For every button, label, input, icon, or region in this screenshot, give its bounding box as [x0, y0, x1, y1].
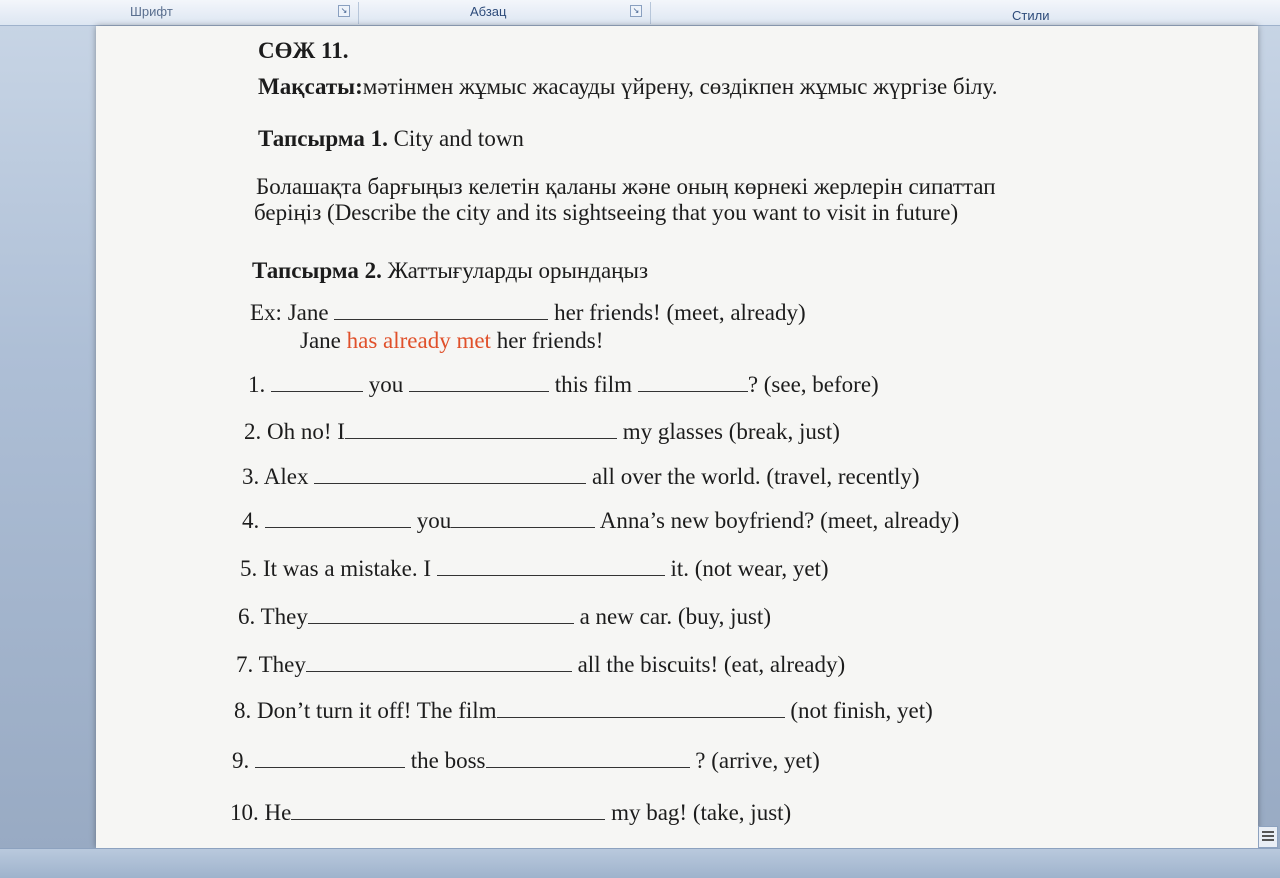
answer-blank [497, 698, 785, 718]
task1-line1: Болашақта барғыңыз келетін қаланы және оның көрнекі жерлерін сипаттап [256, 174, 996, 199]
item-text: it. (not wear, yet) [670, 556, 829, 581]
task2-heading [252, 258, 648, 284]
item-text: you [416, 508, 452, 533]
item-number: 2. Oh no! I [244, 419, 345, 444]
exercise-item-4 [242, 508, 959, 534]
answer-blank [451, 508, 595, 528]
item-text: all over the world. (travel, recently) [591, 464, 920, 489]
answer-blank [255, 748, 405, 768]
answer-blank [486, 748, 690, 768]
exercise-item-3 [242, 464, 920, 490]
item-text: my glasses (break, just) [622, 419, 840, 444]
answer-blank [271, 372, 363, 392]
answer-blank [314, 464, 586, 484]
example-line [250, 300, 806, 326]
example-suffix: her friends! (meet, already) [554, 300, 806, 325]
answer-blank [409, 372, 549, 392]
item-number: 9. [232, 748, 250, 773]
exercise-item-9 [232, 748, 820, 774]
document-page[interactable] [96, 26, 1258, 848]
styles-group-label: Стили [1012, 8, 1050, 23]
item-text: all the biscuits! (eat, already) [577, 652, 846, 677]
view-options-icon[interactable] [1258, 826, 1278, 848]
item-text: ? (see, before) [747, 372, 879, 397]
item-text: ? (arrive, yet) [695, 748, 820, 773]
item-number: 5. It was a mistake. I [240, 556, 431, 581]
item-text: (not finish, yet) [790, 698, 933, 723]
exercise-item-8 [234, 698, 933, 724]
aim-text: мәтінмен жұмыс жасауды үйрену, сөздікпен жұмыс жүргізе білу. [362, 74, 998, 99]
answer-blank [437, 556, 665, 576]
item-number: 6. They [238, 604, 308, 629]
answer-blank [345, 419, 617, 439]
status-bar [0, 848, 1280, 878]
exercise-item-1 [248, 372, 879, 398]
item-text: Anna’s new boyfriend? (meet, already) [599, 508, 960, 533]
task2-label: Тапсырма 2. [252, 258, 382, 283]
task1-heading [258, 126, 524, 152]
font-group-label: Шрифт [130, 4, 173, 19]
item-number: 3. Alex [242, 464, 309, 489]
example-answer [300, 328, 603, 354]
aim-line [258, 74, 997, 100]
answer-blank [291, 800, 605, 820]
item-text: this film [554, 372, 633, 397]
example-answer-highlight: has already met [346, 328, 491, 353]
exercise-item-6 [238, 604, 771, 630]
ribbon [0, 0, 1280, 26]
paragraph-dialog-launcher-icon[interactable]: ↘ [630, 5, 642, 17]
item-text: my bag! (take, just) [611, 800, 792, 825]
item-number: 7. They [236, 652, 306, 677]
item-number: 4. [242, 508, 260, 533]
exercise-item-5 [240, 556, 829, 582]
exercise-item-10 [230, 800, 791, 826]
font-dialog-launcher-icon[interactable]: ↘ [338, 5, 350, 17]
paragraph-group-label: Абзац [470, 4, 507, 19]
item-number: 1. [248, 372, 266, 397]
item-text: a new car. (buy, just) [579, 604, 771, 629]
task2-title: Жаттығуларды орындаңыз [381, 258, 649, 283]
example-blank [334, 300, 548, 320]
answer-blank [308, 604, 574, 624]
answer-blank [306, 652, 572, 672]
ribbon-separator [650, 2, 651, 24]
answer-blank [265, 508, 411, 528]
task1-line2: беріңіз (Describe the city and its sightseeing that you want to visit in future) [254, 200, 959, 225]
example-prefix: Ex: Jane [250, 300, 329, 325]
item-number: 10. He [230, 800, 292, 825]
ribbon-separator [358, 2, 359, 24]
aim-label: Мақсаты: [258, 74, 363, 99]
example-answer-suffix: her friends! [490, 328, 604, 353]
exercise-item-2 [244, 419, 840, 445]
item-number: 8. Don’t turn it off! The film [234, 698, 497, 723]
item-text: you [368, 372, 404, 397]
exercise-item-7 [236, 652, 845, 678]
doc-title: СӨЖ 11. [258, 38, 349, 63]
example-answer-prefix: Jane [300, 328, 347, 353]
item-text: the boss [410, 748, 486, 773]
task1-title: City and town [387, 126, 524, 151]
task1-label: Тапсырма 1. [258, 126, 388, 151]
answer-blank [638, 372, 748, 392]
